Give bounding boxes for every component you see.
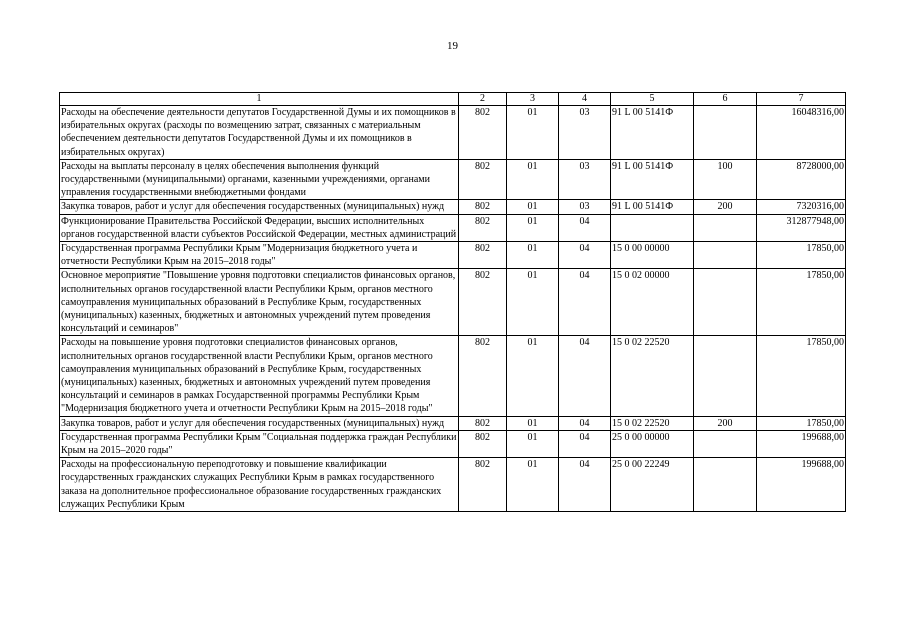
row-target-code: 25 0 00 00000 <box>611 430 694 457</box>
table-row <box>60 200 846 214</box>
row-target-code: 25 0 00 22249 <box>611 458 694 512</box>
row-amount: 16048316,00 <box>757 106 846 160</box>
row-expense-type-code <box>694 336 757 416</box>
table-row <box>60 159 846 200</box>
row-section-code: 01 <box>507 200 559 214</box>
row-description: Расходы на обеспечение деятельности депутатов Государственной Думы и их помощников в избирательных округах (расходы по возмещению затрат, связанных с материальным обеспечением деятельности депутатов Государственной Думы и их помощников в избирательных округах) <box>60 106 459 160</box>
row-description: Закупка товаров, работ и услуг для обеспечения государственных (муниципальных) нужд <box>60 416 459 430</box>
row-admin-code: 802 <box>459 336 507 416</box>
row-section-code: 01 <box>507 336 559 416</box>
row-section-code: 01 <box>507 106 559 160</box>
header-col-1: 1 <box>60 93 459 106</box>
row-amount: 199688,00 <box>757 430 846 457</box>
row-admin-code: 802 <box>459 242 507 269</box>
row-description: Государственная программа Республики Крым "Социальная поддержка граждан Республики Крым на 2015–2020 годы" <box>60 430 459 457</box>
row-description: Основное мероприятие "Повышение уровня подготовки специалистов финансовых органов, исполнительных органов государственной власти Республики Крым, органов местного самоуправления муниципальных образований в Республике Крым, государственных (муниципальных) казенных, бюджетных и автономных учреждений путем проведения консультаций и семинаров" <box>60 269 459 336</box>
row-subsection-code: 04 <box>559 336 611 416</box>
row-target-code: 15 0 02 22520 <box>611 336 694 416</box>
table-row <box>60 336 846 416</box>
row-subsection-code: 04 <box>559 242 611 269</box>
row-amount: 312877948,00 <box>757 214 846 241</box>
row-section-code: 01 <box>507 214 559 241</box>
row-admin-code: 802 <box>459 159 507 200</box>
row-amount: 17850,00 <box>757 336 846 416</box>
row-section-code: 01 <box>507 416 559 430</box>
row-admin-code: 802 <box>459 430 507 457</box>
row-amount: 17850,00 <box>757 242 846 269</box>
row-target-code: 91 L 00 5141Ф <box>611 106 694 160</box>
table-row <box>60 416 846 430</box>
table-row <box>60 269 846 336</box>
row-amount: 17850,00 <box>757 269 846 336</box>
row-expense-type-code <box>694 242 757 269</box>
row-section-code: 01 <box>507 269 559 336</box>
page-number: 19 <box>447 40 458 52</box>
row-expense-type-code <box>694 458 757 512</box>
table-header-row <box>60 93 846 106</box>
table-row <box>60 458 846 512</box>
header-col-6: 6 <box>694 93 757 106</box>
row-description: Расходы на выплаты персоналу в целях обеспечения выполнения функций государственными (муниципальными) органами, казенными учреждениями, органами управления государственными внебюджетными фондами <box>60 159 459 200</box>
row-expense-type-code <box>694 269 757 336</box>
budget-table <box>59 92 846 512</box>
row-target-code: 15 0 02 22520 <box>611 416 694 430</box>
table-row <box>60 430 846 457</box>
row-admin-code: 802 <box>459 458 507 512</box>
row-description: Закупка товаров, работ и услуг для обеспечения государственных (муниципальных) нужд <box>60 200 459 214</box>
table-row <box>60 214 846 241</box>
row-subsection-code: 03 <box>559 106 611 160</box>
row-section-code: 01 <box>507 242 559 269</box>
row-target-code: 15 0 02 00000 <box>611 269 694 336</box>
row-description: Расходы на профессиональную переподготовку и повышение квалификации государственных гражданских служащих Республики Крым в рамках государственного заказа на дополнительное профессиональное образование государственных гражданских служащих Республики Крым <box>60 458 459 512</box>
row-expense-type-code <box>694 214 757 241</box>
row-description: Функционирование Правительства Российской Федерации, высших исполнительных органов государственной власти субъектов Российской Федерации, местных администраций <box>60 214 459 241</box>
row-expense-type-code <box>694 106 757 160</box>
row-expense-type-code: 100 <box>694 159 757 200</box>
row-admin-code: 802 <box>459 269 507 336</box>
row-amount: 199688,00 <box>757 458 846 512</box>
row-subsection-code: 03 <box>559 159 611 200</box>
row-target-code: 91 L 00 5141Ф <box>611 200 694 214</box>
row-expense-type-code: 200 <box>694 416 757 430</box>
row-description: Государственная программа Республики Крым "Модернизация бюджетного учета и отчетности Республики Крым на 2015–2018 годы" <box>60 242 459 269</box>
row-subsection-code: 04 <box>559 430 611 457</box>
row-expense-type-code <box>694 430 757 457</box>
row-subsection-code: 04 <box>559 458 611 512</box>
row-target-code: 91 L 00 5141Ф <box>611 159 694 200</box>
row-section-code: 01 <box>507 159 559 200</box>
row-subsection-code: 04 <box>559 416 611 430</box>
table-row <box>60 106 846 160</box>
row-admin-code: 802 <box>459 106 507 160</box>
row-admin-code: 802 <box>459 214 507 241</box>
row-expense-type-code: 200 <box>694 200 757 214</box>
row-subsection-code: 04 <box>559 214 611 241</box>
row-amount: 7320316,00 <box>757 200 846 214</box>
row-description: Расходы на повышение уровня подготовки специалистов финансовых органов, исполнительных органов государственной власти Республики Крым, органов местного самоуправления муниципальных образований в Республике Крым, государственных (муниципальных) казенных, бюджетных и автономных учреждений путем проведения консультаций и семинаров в рамках Государственной программы Республики Крым "Модернизация бюджетного учета и отчетности Республики Крым на 2015–2018 годы" <box>60 336 459 416</box>
row-amount: 17850,00 <box>757 416 846 430</box>
row-section-code: 01 <box>507 430 559 457</box>
header-col-3: 3 <box>507 93 559 106</box>
row-target-code <box>611 214 694 241</box>
row-admin-code: 802 <box>459 416 507 430</box>
row-amount: 8728000,00 <box>757 159 846 200</box>
row-subsection-code: 03 <box>559 200 611 214</box>
row-section-code: 01 <box>507 458 559 512</box>
row-subsection-code: 04 <box>559 269 611 336</box>
header-col-4: 4 <box>559 93 611 106</box>
header-col-2: 2 <box>459 93 507 106</box>
table-row <box>60 242 846 269</box>
header-col-5: 5 <box>611 93 694 106</box>
row-admin-code: 802 <box>459 200 507 214</box>
row-target-code: 15 0 00 00000 <box>611 242 694 269</box>
header-col-7: 7 <box>757 93 846 106</box>
